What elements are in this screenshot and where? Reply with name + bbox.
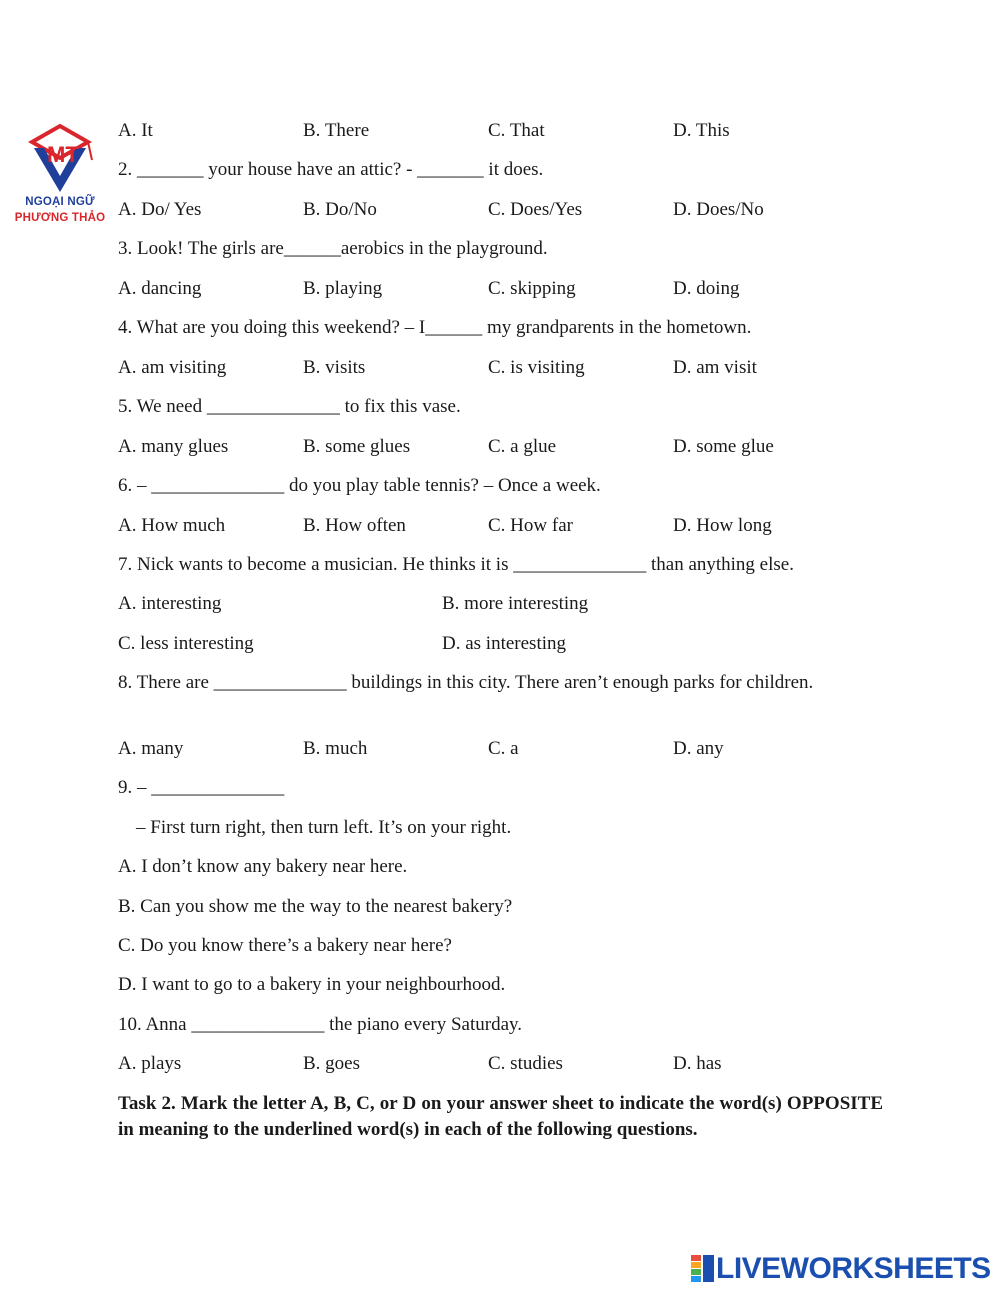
- q1-option-b[interactable]: B. There: [303, 120, 370, 141]
- q6-question: 6. – ______________ do you play table tennis? – Once a week.: [118, 475, 601, 496]
- q4-option-b[interactable]: B. visits: [303, 357, 366, 378]
- q5-option-c[interactable]: C. a glue: [488, 436, 557, 457]
- q1-option-c[interactable]: C. That: [488, 120, 545, 141]
- school-logo: [10, 122, 110, 232]
- q3-option-c[interactable]: C. skipping: [488, 278, 576, 299]
- q6-option-a[interactable]: A. How much: [118, 515, 226, 536]
- q7-option-b[interactable]: B. more interesting: [442, 593, 589, 614]
- q8-question: 8. There are ______________ buildings in this city. There aren’t enough parks for children.: [118, 672, 814, 693]
- q2-option-d[interactable]: D. Does/No: [673, 199, 764, 220]
- q3-option-d[interactable]: D. doing: [673, 278, 740, 299]
- q10-option-c[interactable]: C. studies: [488, 1053, 563, 1074]
- q7-option-d[interactable]: D. as interesting: [442, 633, 567, 654]
- q5-question: 5. We need ______________ to fix this vase.: [118, 396, 461, 417]
- q2-question: 2. _______ your house have an attic? - _______ it does.: [118, 159, 544, 180]
- q6-option-c[interactable]: C. How far: [488, 515, 573, 536]
- graduation-cap-logo-icon: [10, 122, 110, 196]
- q3-option-b[interactable]: B. playing: [303, 278, 383, 299]
- q4-option-d[interactable]: D. am visit: [673, 357, 757, 378]
- q4-option-a[interactable]: A. am visiting: [118, 357, 227, 378]
- q2-option-b[interactable]: B. Do/No: [303, 199, 377, 220]
- q10-question: 10. Anna ______________ the piano every Saturday.: [118, 1014, 523, 1035]
- q6-option-b[interactable]: B. How often: [303, 515, 406, 536]
- q1-option-d[interactable]: D. This: [673, 120, 730, 141]
- logo-line-1: NGOẠI NGỮ: [25, 196, 95, 208]
- q9-option-b[interactable]: B. Can you show me the way to the nearest bakery?: [118, 896, 513, 917]
- q2-option-c[interactable]: C. Does/Yes: [488, 199, 583, 220]
- brand-name: LIVEWORKSHEETS: [716, 1252, 991, 1285]
- q8-option-d[interactable]: D. any: [673, 738, 724, 759]
- q5-option-b[interactable]: B. some glues: [303, 436, 411, 457]
- logo-line-2: PHƯƠNG THẢO: [14, 212, 106, 224]
- q8-option-b[interactable]: B. much: [303, 738, 368, 759]
- q7-question: 7. Nick wants to become a musician. He thinks it is ______________ than anything else.: [118, 554, 794, 575]
- q8-option-a[interactable]: A. many: [118, 738, 184, 759]
- q9-option-a[interactable]: A. I don’t know any bakery near here.: [118, 856, 408, 877]
- q6-option-d[interactable]: D. How long: [673, 515, 772, 536]
- q8-option-c[interactable]: C. a: [488, 738, 519, 759]
- q9-question: 9. – ______________: [118, 777, 285, 798]
- q10-option-b[interactable]: B. goes: [303, 1053, 360, 1074]
- q10-option-a[interactable]: A. plays: [118, 1053, 182, 1074]
- q7-option-a[interactable]: A. interesting: [118, 593, 222, 614]
- q9-reply: – First turn right, then turn left. It’s on your right.: [136, 817, 512, 838]
- live-badge-icon: [690, 1254, 716, 1284]
- q7-option-c[interactable]: C. less interesting: [118, 633, 254, 654]
- q3-question: 3. Look! The girls are______aerobics in the playground.: [118, 238, 548, 259]
- q2-option-a[interactable]: A. Do/ Yes: [118, 199, 202, 220]
- q3-option-a[interactable]: A. dancing: [118, 278, 202, 299]
- task2-instructions: Task 2. Mark the letter A, B, C, or D on your answer sheet to indicate the word(s) OPPOSITE in meaning to the underlined word(s) in each of the following questions.: [118, 1093, 883, 1140]
- logo-monogram: MT: [47, 142, 79, 167]
- q9-option-c[interactable]: C. Do you know there’s a bakery near here?: [118, 935, 452, 956]
- q4-option-c[interactable]: C. is visiting: [488, 357, 585, 378]
- q5-option-a[interactable]: A. many glues: [118, 436, 229, 457]
- q9-option-d[interactable]: D. I want to go to a bakery in your neighbourhood.: [118, 974, 506, 995]
- liveworksheets-logo[interactable]: [690, 1252, 991, 1286]
- q10-option-d[interactable]: D. has: [673, 1053, 722, 1074]
- q4-question: 4. What are you doing this weekend? – I______ my grandparents in the hometown.: [118, 317, 752, 338]
- q1-option-a[interactable]: A. It: [118, 120, 153, 141]
- q5-option-d[interactable]: D. some glue: [673, 436, 774, 457]
